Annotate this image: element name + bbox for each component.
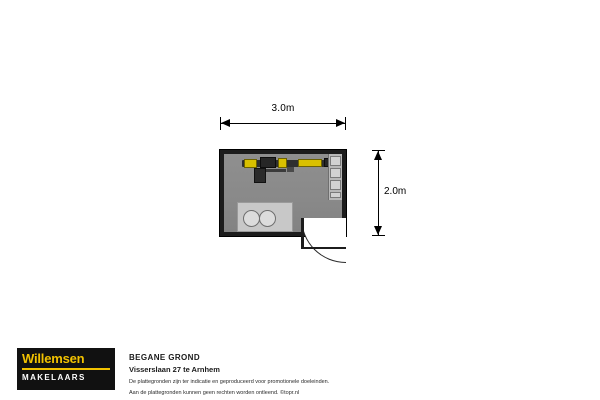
logo-brand-subtitle: MAKELAARS xyxy=(22,373,86,382)
cabinet-shelf-1 xyxy=(330,156,341,166)
installation-unit-small xyxy=(287,167,294,172)
dimension-width-line xyxy=(220,123,346,124)
installation-pipe xyxy=(266,169,286,172)
logo-divider xyxy=(22,368,110,370)
installation-unit-yellow-left xyxy=(244,159,257,168)
cabinet-shelving xyxy=(328,154,342,200)
appliance-drum-left-icon xyxy=(243,210,260,227)
dimension-height xyxy=(368,150,407,236)
door-swing xyxy=(301,234,347,264)
door-leaf xyxy=(301,218,304,248)
footer-band xyxy=(0,340,600,400)
dimension-height-label: 2.0m xyxy=(384,186,407,197)
door-sill xyxy=(301,247,346,249)
dimension-width xyxy=(220,103,346,134)
dimension-width-arrow-left-icon xyxy=(221,119,230,127)
caption-disclaimer-line1: De plattegronden zijn ter indicatie en geproduceerd voor promotionele doeleinden. xyxy=(129,379,330,385)
installation-unit-vertical xyxy=(254,168,266,183)
appliance-drum-right-icon xyxy=(259,210,276,227)
dimension-height-cap-bottom xyxy=(372,235,385,236)
dimension-width-cap-right xyxy=(345,117,346,130)
cabinet-shelf-2 xyxy=(330,168,341,178)
caption-disclaimer-line2: Aan de plattegronden kunnen geen rechten worden ontleend. ©topr.nl xyxy=(129,390,300,396)
installation-unit-yellow-mid xyxy=(278,158,287,168)
installation-unit-dark-left xyxy=(260,157,276,168)
dimension-width-arrow-right-icon xyxy=(336,119,345,127)
caption-floor-title: BEGANE GROND xyxy=(129,353,201,362)
appliance-area xyxy=(237,202,293,232)
dimension-width-label: 3.0m xyxy=(271,103,295,114)
dimension-height-arrow-top-icon xyxy=(374,151,382,160)
logo-brand-name: Willemsen xyxy=(22,351,85,366)
cabinet-shelf-3 xyxy=(330,180,341,190)
caption-address: Visserslaan 27 te Arnhem xyxy=(129,365,220,374)
logo-willemsen-makelaars xyxy=(17,348,115,390)
plan-caption xyxy=(129,352,549,397)
dimension-height-arrow-bottom-icon xyxy=(374,226,382,235)
dimension-height-line xyxy=(378,150,379,236)
door-swing-arc xyxy=(301,218,346,263)
cabinet-shelf-4 xyxy=(330,192,341,198)
installation-unit-yellow-right xyxy=(298,159,322,167)
